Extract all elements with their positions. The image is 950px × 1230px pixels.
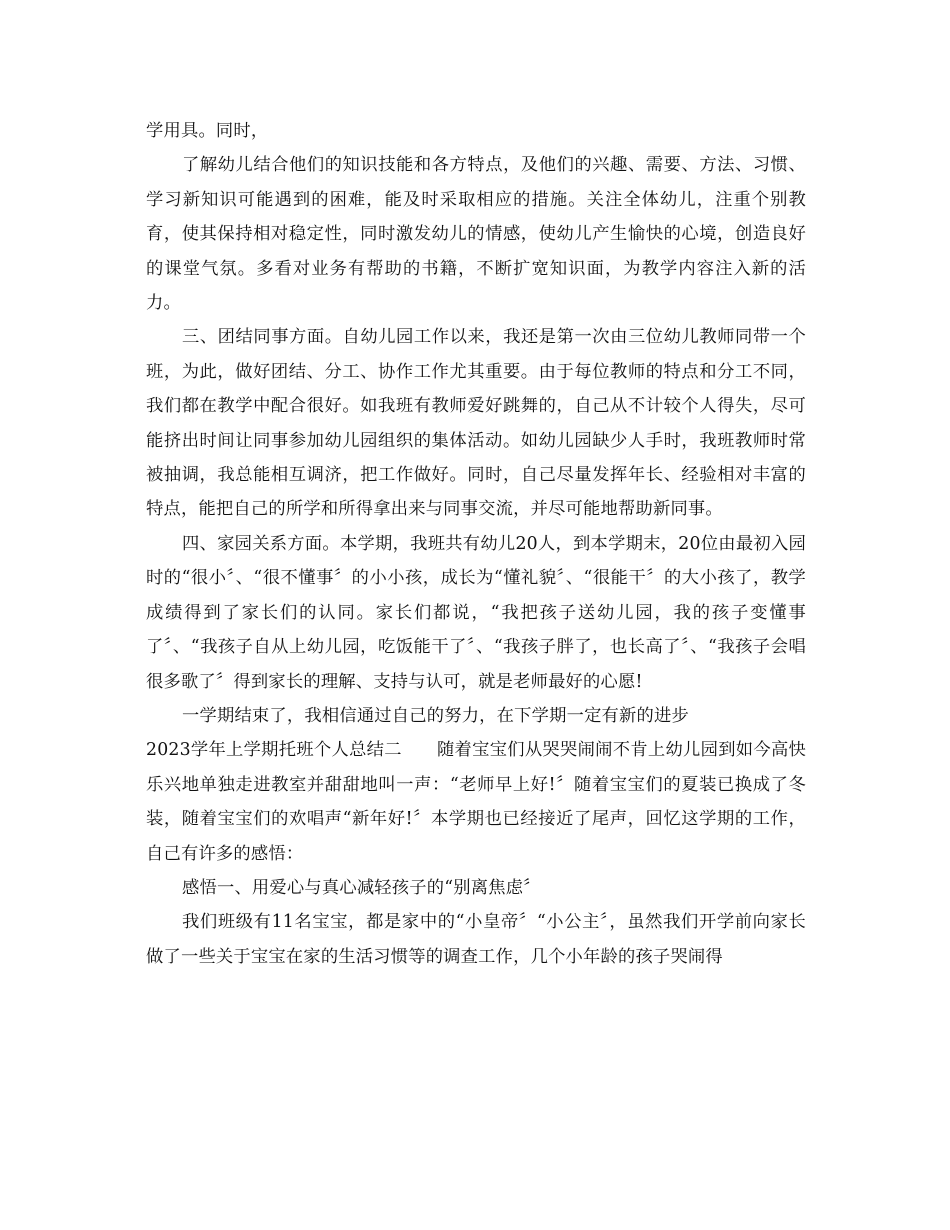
paragraph-7: 感悟一、用爱心与真心减轻孩子的“别离焦虑〞	[182, 877, 541, 898]
paragraph-1: 学用具。同时，	[146, 121, 269, 141]
document-body	[146, 114, 806, 974]
paragraph-6: 2023学年上学期托班个人总结二 随着宝宝们从哭哭闹闹不肯上幼儿园到如今高快乐兴地单独走进教室并甜甜地叫一声：“老师早上好!〞随着宝宝们的夏装已换成了冬装，随着宝宝们的欢唱声“新年好!〞本学期也已经接近了尾声，回忆这学期的工作，自己有许多的感悟：	[146, 740, 806, 864]
paragraph-3: 三、团结同事方面。自幼儿园工作以来，我还是第一次由三位幼儿教师同带一个班，为此，做好团结、分工、协作工作尤其重要。由于每位教师的特点和分工不同，我们都在教学中配合很好。如我班有教师爱好跳舞的，自己从不计较个人得失，尽可能挤出时间让同事参加幼儿园组织的集体活动。如幼儿园缺少人手时，我班教师时常被抽调，我总能相互调济，把工作做好。同时，自己尽量发挥年长、经验相对丰富的特点，能把自己的所学和所得拿出来与同事交流，并尽可能地帮助新同事。	[146, 327, 806, 520]
paragraph-2: 了解幼儿结合他们的知识技能和各方特点，及他们的兴趣、需要、方法、习惯、学习新知识可能遇到的困难，能及时采取相应的措施。关注全体幼儿，注重个别教育，使其保持相对稳定性，同时激发幼儿的情感，使幼儿产生愉快的心境，创造良好的课堂气氛。多看对业务有帮助的书籍，不断扩宽知识面，为教学内容注入新的活力。	[146, 155, 806, 314]
paragraph-8: 我们班级有11名宝宝，都是家中的“小皇帝〞“小公主〞，虽然我们开学前向家长做了一些关于宝宝在家的生活习惯等的调查工作，几个小年龄的孩子哭闹得	[146, 912, 806, 967]
paragraph-4: 四、家园关系方面。本学期，我班共有幼儿20人，到本学期末，20位由最初入园时的“很小〞、“很不懂事〞的小小孩，成长为“懂礼貌〞、“很能干〞的大小孩了，教学成绩得到了家长们的认同。家长们都说，“我把孩子送幼儿园，我的孩子变懂事了〞、“我孩子自从上幼儿园，吃饭能干了〞、“我孩子胖了，也长高了〞、“我孩子会唱很多歌了〞得到家长的理解、支持与认可，就是老师最好的心愿!	[146, 533, 806, 692]
paragraph-5: 一学期结束了，我相信通过自己的努力，在下学期一定有新的进步	[182, 705, 689, 726]
